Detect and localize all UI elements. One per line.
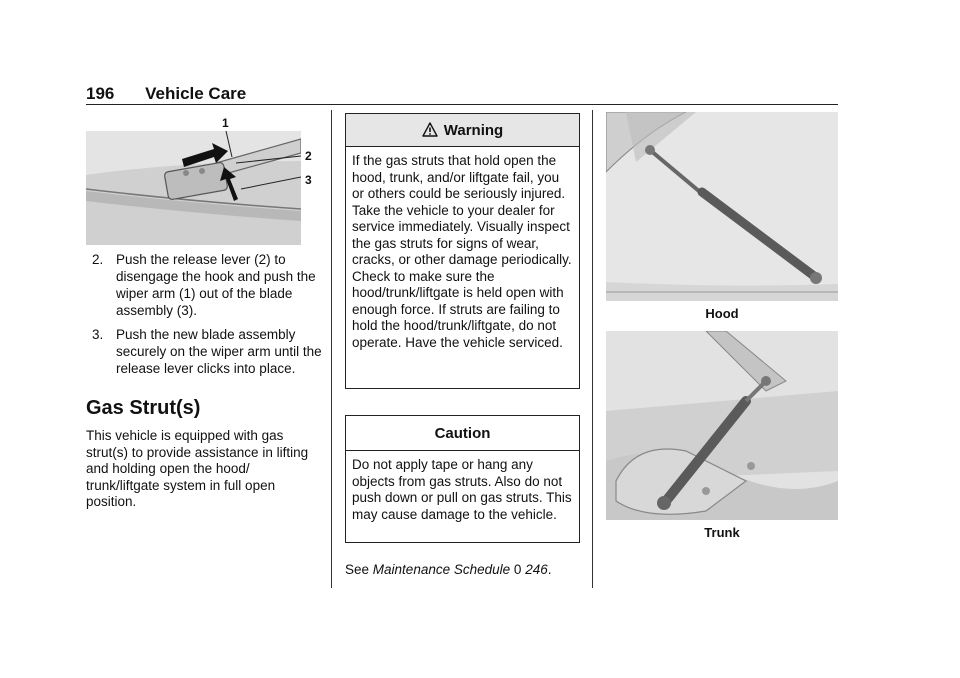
page-header (86, 84, 246, 104)
warning-body: If the gas struts that hold open the hood, trunk, and/or liftgate fail, you or others could be seriously injured. Take the vehicle to your dealer for service immediately. Visually inspect the gas struts for signs of wear, cracks, or other damage periodically. Check to make sure the hood/trunk/liftgate is held open with enough force. If struts are failing to hold the hood/trunk/liftgate, do not operate. Have the vehicle serviced. (352, 153, 572, 350)
warning-triangle-icon (422, 122, 438, 138)
maintenance-schedule-link[interactable]: Maintenance Schedule (372, 562, 511, 577)
hood-strut-illustration (606, 112, 838, 301)
column-divider-right (592, 110, 593, 588)
warning-header (346, 114, 579, 147)
hood-caption: Hood (705, 306, 739, 321)
section-title: Vehicle Care (145, 84, 247, 103)
page-number: 196 (86, 84, 115, 103)
trunk-figure (606, 331, 838, 520)
step-number: 2. (92, 252, 104, 267)
step-item (86, 251, 326, 319)
warning-box (345, 113, 580, 389)
step-number: 3. (92, 327, 104, 342)
see-suffix: . (547, 562, 552, 577)
callout-3: 3 (305, 173, 312, 187)
wiper-blade-illustration (86, 131, 301, 245)
see-prefix: See (345, 562, 370, 577)
warning-title: Warning (443, 121, 504, 139)
wiper-blade-figure (86, 131, 301, 245)
reference-page[interactable]: 246 (525, 562, 548, 577)
callout-1: 1 (222, 116, 229, 130)
step-list (86, 251, 326, 384)
step-item (86, 326, 326, 377)
column-divider-left (331, 110, 332, 588)
gas-strut-heading: Gas Strut(s) (86, 397, 201, 419)
gas-strut-body: This vehicle is equipped with gas strut(s) to provide assistance in lifting and holding open the hood/ trunk/liftgate system in full open position. (86, 428, 309, 509)
caution-body: Do not apply tape or hang any objects from gas struts. Also do not push down or pull on gas struts. This may cause damage to the vehicle. (352, 457, 572, 522)
caution-title: Caution (434, 424, 491, 442)
callout-2: 2 (305, 149, 312, 163)
trunk-caption: Trunk (704, 525, 740, 540)
caution-box (345, 415, 580, 543)
caution-header (346, 416, 579, 451)
step-text: Push the release lever (2) to disengage the hook and push the wiper arm (1) out of the blade assembly (3). (116, 252, 316, 318)
step-text: Push the new blade assembly securely on the wiper arm until the release lever clicks into place. (116, 327, 322, 376)
hood-figure (606, 112, 838, 301)
trunk-strut-illustration (606, 331, 838, 520)
header-rule (86, 104, 838, 105)
page-arrow: 0 (513, 562, 522, 577)
see-reference (345, 562, 552, 577)
